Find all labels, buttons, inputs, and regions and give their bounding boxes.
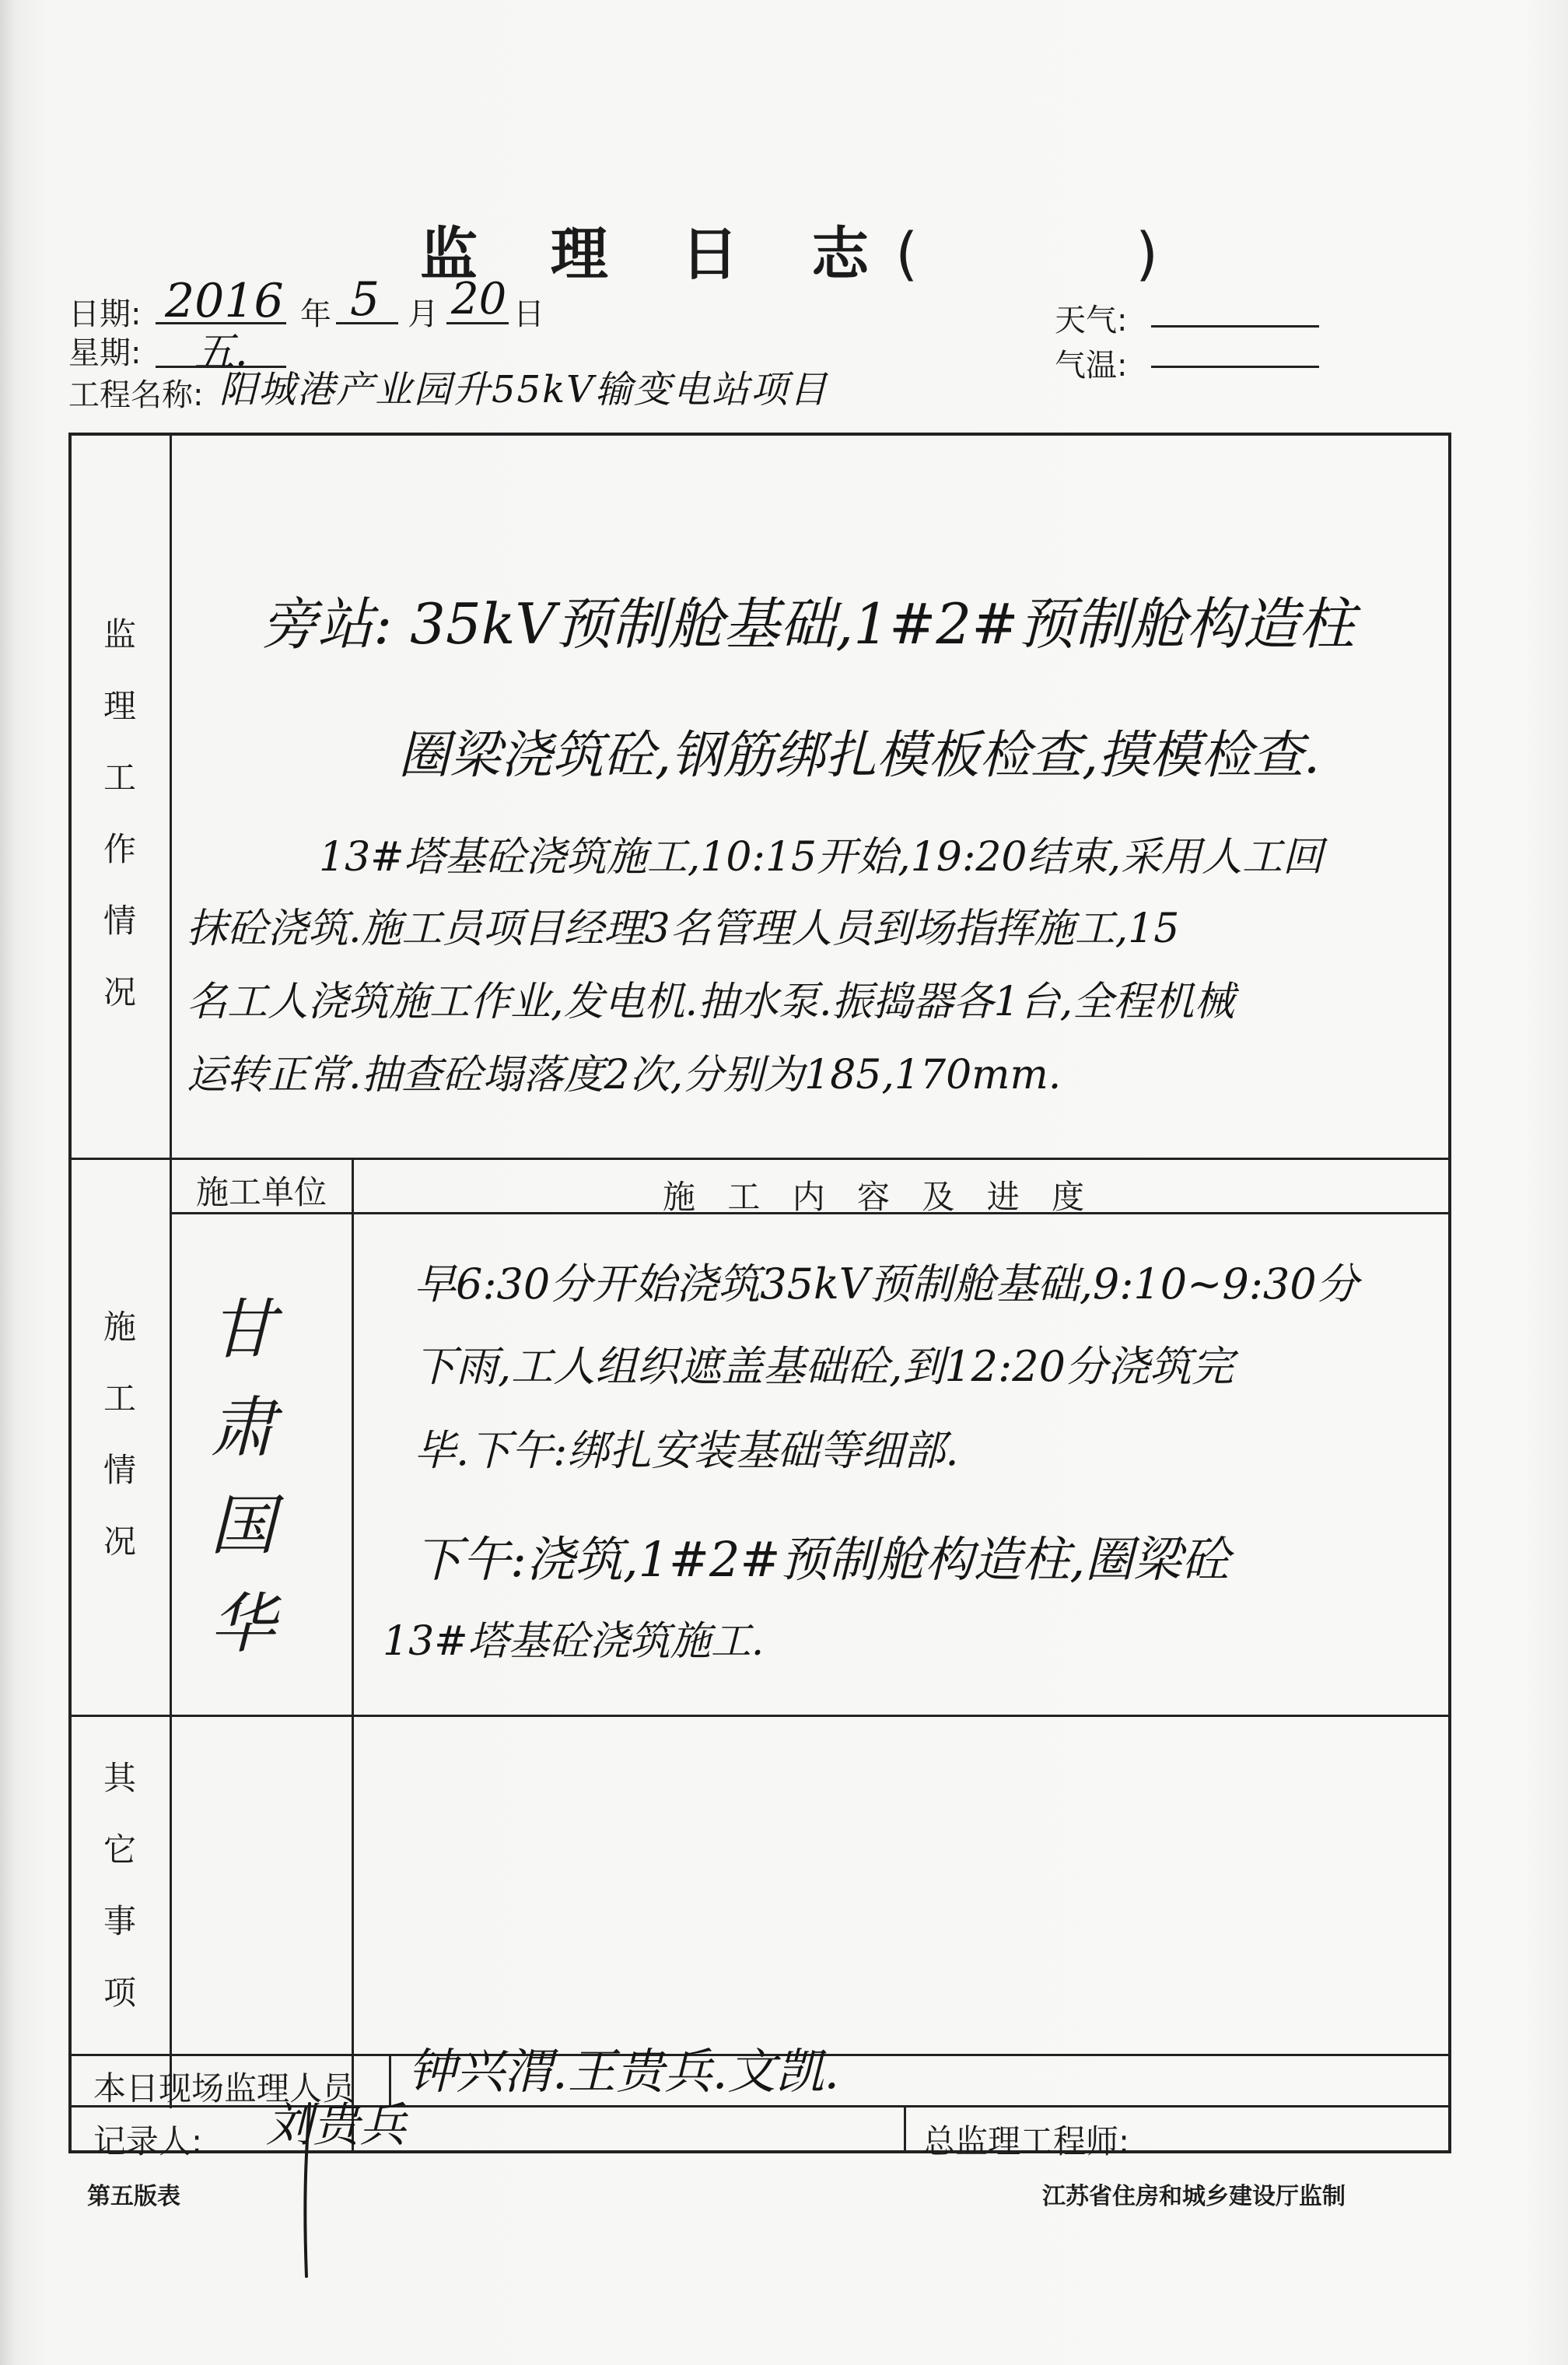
label-column-divider — [170, 436, 172, 2108]
title-text: 监 理 日 志 — [420, 221, 896, 288]
construction-line-3: 毕.下午:绑扎安装基础等细部. — [414, 1426, 959, 1475]
construction-line-5: 13#塔基砼浇筑施工. — [383, 1618, 765, 1665]
supervision-line-5: 名工人浇筑施工作业,发电机.抽水泵.振捣器各1台,全程机械 — [187, 979, 1235, 1025]
recorder-label: 记录人: — [93, 2122, 203, 2160]
month-label: 月 — [408, 296, 439, 332]
date-year: 2016 — [165, 274, 284, 328]
construction-line-4: 下午:浇筑,1#2#预制舱构造柱,圈梁砼 — [414, 1531, 1230, 1588]
section-divider-other-top — [72, 1715, 1451, 1717]
construction-unit-value: 甘 肃 国 华 — [209, 1291, 275, 1662]
supervision-line-6: 运转正常.抽查砼塌落度2次,分别为185,170mm. — [187, 1052, 1062, 1098]
year-label: 年 — [300, 296, 331, 332]
date-month-underline — [336, 322, 398, 324]
day-label: 日 — [513, 296, 544, 332]
construction-unit-header: 施工单位 — [196, 1173, 327, 1211]
project-label: 工程名称: — [68, 377, 204, 413]
date-month: 5 — [350, 272, 380, 327]
chief-engineer-label: 总监理工程师: — [922, 2122, 1130, 2160]
date-day-underline — [446, 322, 509, 324]
other-label: 其 它 事 项 — [103, 1759, 136, 2012]
construction-line-2: 下雨,工人组织遮盖基础砼,到12:20分浇筑完 — [414, 1342, 1234, 1391]
supervision-line-2: 圈梁浇筑砼,钢筋绑扎模板检查,摸模检查. — [398, 725, 1320, 785]
personnel-names: 钟兴渭.王贵兵.文凯. — [408, 2043, 840, 2100]
log-table — [68, 433, 1451, 2160]
construction-unit-divider — [352, 1158, 354, 2150]
weather-field — [1151, 325, 1319, 328]
signature-stroke — [288, 2100, 334, 2279]
section-divider-construction-top — [170, 1158, 1451, 1160]
supervision-line-4: 抹砼浇筑.施工员项目经理3名管理人员到场指挥施工,15 — [187, 906, 1180, 952]
temperature-field — [1151, 366, 1319, 368]
construction-progress-header: 施 工 内 容 及 进 度 — [663, 1178, 1096, 1216]
title-paren-open: ( — [895, 221, 919, 288]
construction-line-1: 早6:30分开始浇筑35kV预制舱基础,9:10~9:30分 — [414, 1260, 1359, 1309]
weekday-value: 五. — [194, 329, 248, 376]
personnel-label: 本日现场监理人员 — [93, 2069, 355, 2107]
date-day: 20 — [451, 274, 507, 324]
title-paren-close: ) — [1136, 221, 1159, 288]
weekday-label: 星期: — [68, 335, 142, 371]
signoff-divider — [904, 2105, 906, 2153]
date-label: 日期: — [68, 296, 142, 332]
recorder-signature: 刘贵兵 — [266, 2098, 406, 2153]
section-divider-construction-left — [72, 1158, 170, 1160]
supervision-line-3: 13#塔基砼浇筑施工,10:15开始,19:20结束,采用人工回 — [319, 834, 1324, 881]
supervision-label: 监 理 工 作 情 况 — [103, 615, 136, 1011]
construction-label: 施 工 情 况 — [103, 1308, 136, 1561]
project-value: 阳城港产业园升55kV输变电站项目 — [219, 368, 828, 412]
issuer-note: 江苏省住房和城乡建设厅监制 — [1042, 2183, 1346, 2210]
page-binding-edge — [0, 0, 14, 2365]
supervision-line-1: 旁站: 35kV预制舱基础,1#2#预制舱构造柱 — [261, 591, 1355, 657]
weather-label: 天气: — [1055, 303, 1128, 338]
form-version: 第五版表 — [87, 2183, 180, 2210]
page-title — [420, 208, 1159, 288]
temperature-label: 气温: — [1055, 348, 1128, 384]
